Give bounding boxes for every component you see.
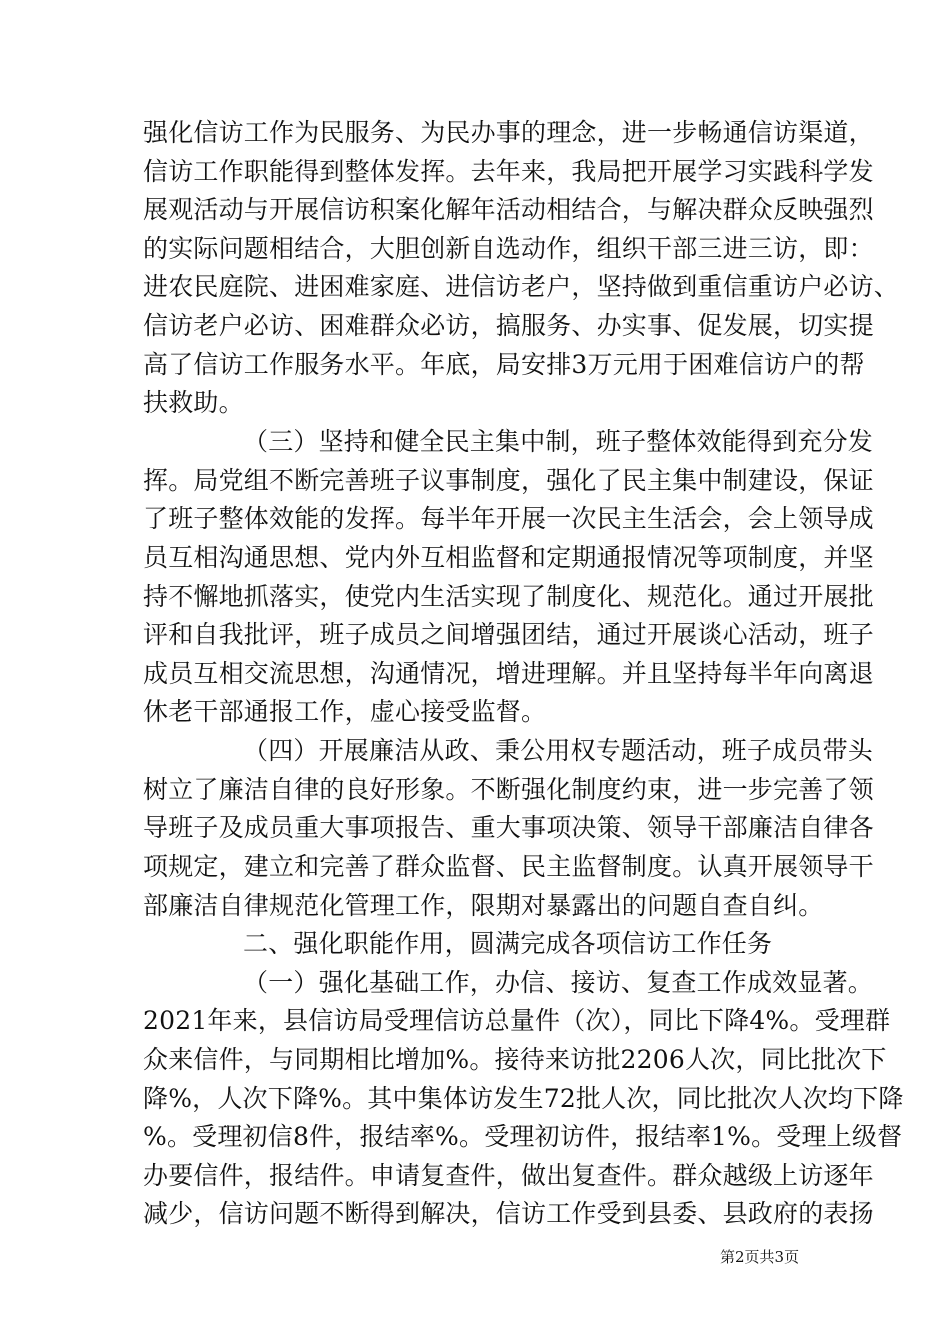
- paragraph-line: 了班子整体效能的发挥。每半年开展一次民主生活会，会上领导成: [143, 504, 874, 533]
- paragraph-line: %。受理初信8件，报结率%。受理初访件，报结率1%。受理上级督: [143, 1122, 903, 1151]
- section-heading-line: （一）强化基础工作，办信、接访、复查工作成效显著。: [243, 968, 874, 997]
- paragraph-line: 高了信访工作服务水平。年底，局安排3万元用于困难信访户的帮: [143, 350, 865, 379]
- paragraph-line: 休老干部通报工作，虚心接受监督。: [143, 697, 547, 726]
- paragraph-line: 持不懈地抓落实，使党内生活实现了制度化、规范化。通过开展批: [143, 582, 874, 611]
- paragraph-line: 进农民庭院、进困难家庭、进信访老户，坚持做到重信重访户必访、: [143, 272, 900, 301]
- paragraph-line: 众来信件，与同期相比增加%。接待来访批2206人次，同比批次下: [143, 1045, 887, 1074]
- paragraph-line: 信访老户必访、困难群众必访，搞服务、办实事、促发展，切实提: [143, 311, 874, 340]
- paragraph-line: 项规定，建立和完善了群众监督、民主监督制度。认真开展领导干: [143, 852, 874, 881]
- paragraph-line: 树立了廉洁自律的良好形象。不断强化制度约束，进一步完善了领: [143, 775, 874, 804]
- paragraph-line: 评和自我批评，班子成员之间增强团结，通过开展谈心活动，班子: [143, 620, 874, 649]
- chapter-heading-line: 二、强化职能作用，圆满完成各项信访工作任务: [243, 929, 773, 958]
- paragraph-line: 扶救助。: [143, 388, 244, 417]
- paragraph-line: 信访工作职能得到整体发挥。去年来，我局把开展学习实践科学发: [143, 157, 874, 186]
- paragraph-line: 2021年来，县信访局受理信访总量件（次），同比下降4%。受理群: [143, 1006, 891, 1035]
- section-heading-line: （三）坚持和健全民主集中制，班子整体效能得到充分发: [243, 427, 874, 456]
- paragraph-line: 成员互相交流思想，沟通情况，增进理解。并且坚持每半年向离退: [143, 659, 874, 688]
- section-heading-line: （四）开展廉洁从政、秉公用权专题活动，班子成员带头: [243, 736, 874, 765]
- paragraph-line: 导班子及成员重大事项报告、重大事项决策、领导干部廉洁自律各: [143, 813, 874, 842]
- paragraph-line: 的实际问题相结合，大胆创新自选动作，组织干部三进三访，即：: [143, 234, 874, 263]
- paragraph-line: 挥。局党组不断完善班子议事制度，强化了民主集中制建设，保证: [143, 466, 874, 495]
- paragraph-line: 降%，人次下降%。其中集体访发生72批人次，同比批次人次均下降: [143, 1084, 904, 1113]
- paragraph-line: 办要信件，报结件。申请复查件，做出复查件。群众越级上访逐年: [143, 1161, 874, 1190]
- paragraph-line: 减少，信访问题不断得到解决，信访工作受到县委、县政府的表扬: [143, 1199, 874, 1228]
- paragraph-line: 强化信访工作为民服务、为民办事的理念，进一步畅通信访渠道，: [143, 118, 874, 147]
- page-number-footer: 第2页共3页: [720, 1248, 800, 1266]
- paragraph-line: 部廉洁自律规范化管理工作，限期对暴露出的问题自查自纠。: [143, 891, 824, 920]
- paragraph-line: 展观活动与开展信访积案化解年活动相结合，与解决群众反映强烈: [143, 195, 874, 224]
- paragraph-line: 员互相沟通思想、党内外互相监督和定期通报情况等项制度，并坚: [143, 543, 874, 572]
